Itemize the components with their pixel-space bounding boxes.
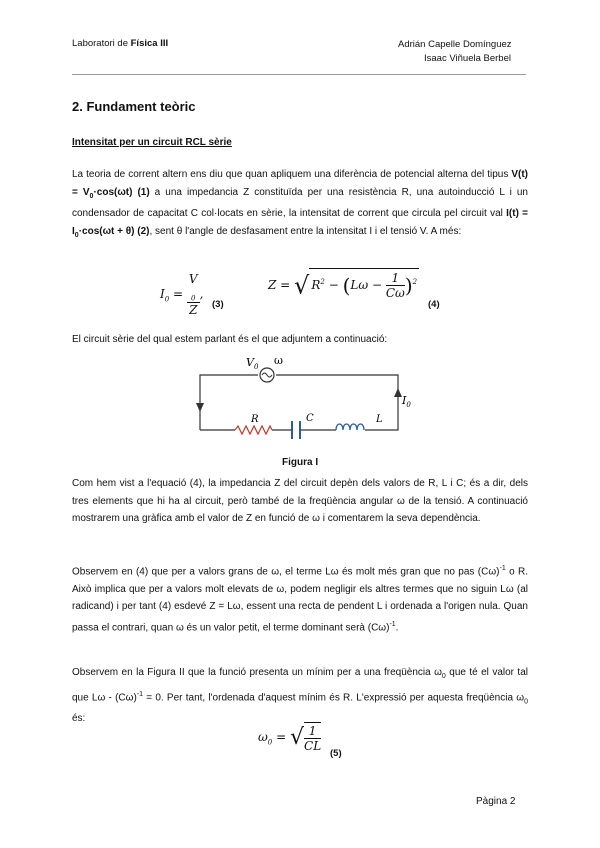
label-r: R xyxy=(251,414,259,425)
eq3-lhs: I xyxy=(160,287,165,302)
eq5-lhs: ω xyxy=(258,730,268,744)
formula-2-sub: 0 xyxy=(74,231,79,239)
para5-sub-1: 0 xyxy=(441,673,446,680)
para1-text-2: a una impedancia Z constituïda per una resistència R, una autoinducció L i un condensador de capacitat C col·locats en sèrie, la intensitat de corrent que circula pel circuit val xyxy=(72,186,528,219)
eq4-square: 2 xyxy=(412,278,418,286)
formula-1-a: V(t) = V xyxy=(72,169,528,198)
author-1: Adrián Capelle Domínguez xyxy=(398,39,512,50)
eq4-fraction xyxy=(386,271,405,300)
header-authors xyxy=(398,38,512,66)
eq3-fraction xyxy=(187,272,200,317)
eq4-frac-den: Cω xyxy=(385,286,405,300)
equation-3: $I_0$ = V $_0$ Z , xyxy=(160,272,204,318)
para5-text-1: Observem en la Figura II que la funció presenta un mínim per a una freqüència ω xyxy=(72,667,442,678)
eq4-label: (4) xyxy=(428,299,440,310)
header-course-prefix: Laboratori de xyxy=(72,38,131,49)
header-course xyxy=(72,38,168,49)
para4-text-1: Observem en (4) que per a valors grans de ω, el terme Lω és molt més gran que no pas (Cω) xyxy=(72,566,500,578)
eq5-label: (5) xyxy=(330,748,342,759)
formula-1-sub: 0 xyxy=(89,192,94,200)
formula-2-a: I(t) = I xyxy=(72,208,528,237)
eq3-num-sub: 0 xyxy=(191,294,196,303)
para4-text-3: . xyxy=(395,622,399,634)
label-l: L xyxy=(376,414,383,425)
capacitor-symbol xyxy=(292,421,300,439)
paragraph-3: Com hem vist a l'equació (4), la impedancia Z del circuit depèn dels valors de R, L i C; és a dir, dels tres elements que hi ha al circuit, però també de la freqüència angular ω de la tensió. A continuació mostrarem una gràfica amb el valor de Z en funció de ω i comentarem la seva dependència. xyxy=(72,478,528,524)
eq3-num: V xyxy=(188,272,198,286)
eq4-lhs: Z = xyxy=(268,278,291,292)
equation-4: Z = √ $R^2 - (L\omega$ − $\frac{1}{C\omega}$ )$^2$ xyxy=(268,268,419,300)
up-arrow-icon xyxy=(394,388,402,397)
author-2: Isaac Viñuela Berbel xyxy=(424,53,511,64)
circuit-diagram xyxy=(188,350,414,445)
label-omega: ω xyxy=(274,354,283,367)
paragraph-4 xyxy=(72,560,528,637)
para5-text-2: que té el valor tal que Lω - (Cω) xyxy=(72,667,528,703)
header-rule xyxy=(72,74,526,75)
para5-text-4: és: xyxy=(72,713,86,725)
eq5-equals: = xyxy=(276,730,287,744)
down-arrow-icon xyxy=(196,403,204,412)
paragraph-2: El circuit sèrie del qual estem parlant és el que adjuntem a continuació: xyxy=(72,334,388,345)
header-course-name: Física III xyxy=(130,38,169,49)
eq4-r-sup: 2 xyxy=(320,278,325,286)
para4-sup-2: -1 xyxy=(389,620,396,628)
para4-sup-1: -1 xyxy=(499,565,506,572)
eq5-fraction xyxy=(304,722,321,753)
section-title: 2. Fundament teòric xyxy=(72,99,196,114)
para1-text-3: , sent θ l'angle de desfasament entre la intensitat I i el tensió V. A més: xyxy=(149,225,462,237)
resistor-symbol xyxy=(235,426,272,434)
eq3-lhs-sub: 0 xyxy=(164,295,170,304)
eq5-num: 1 xyxy=(304,724,321,739)
label-i0: $I_0$ xyxy=(402,394,411,409)
para5-sup-1: -1 xyxy=(136,690,144,698)
figure-caption: Figura I xyxy=(282,457,319,468)
label-v0: $V_0$ xyxy=(246,356,259,371)
equation-5: $\omega_0$ = √ $\frac{1}{CL}$ xyxy=(258,724,322,753)
formula-2-b: ·cos(ωt + θ) (2) xyxy=(78,225,150,237)
page-number: Pàgina 2 xyxy=(476,796,516,807)
eq3-den: Z xyxy=(189,303,198,318)
eq5-lhs-sub: 0 xyxy=(267,738,273,747)
para5-text-3: = 0. Per tant, l'ordenada d'aquest mínim és R. L'expressió per aquesta freqüència ω xyxy=(143,691,525,703)
eq4-frac-num: 1 xyxy=(386,271,405,286)
label-c: C xyxy=(306,413,314,424)
eq5-den: CL xyxy=(304,739,322,753)
para1-text-1: La teoria de corrent altern ens diu que quan apliquem una diferència de potencial alterna del tipus xyxy=(72,169,512,180)
formula-1-b: ·cos(ωt) (1) xyxy=(93,186,150,198)
paragraph-1 xyxy=(72,166,528,244)
subtitle: Intensitat per un circuit RCL sèrie xyxy=(72,137,232,148)
eq4-lw: Lω − xyxy=(350,278,383,292)
para4-text-2: o R. Això implica que per a valors molt elevats de ω, podem negligir els altres termes que no siguin Lω (al radicand) i per tant (4) esdevé Z = Lω, essent una recta de pendent L i ordenada a l'origen nula. Quan passa el contrari, quan ω és un valor petit, el terme dominant serà (Cω) xyxy=(72,566,529,634)
eq4-r: R xyxy=(311,278,321,292)
para5-sub-2: 0 xyxy=(524,697,528,705)
inductor-symbol xyxy=(336,424,364,430)
paragraph-5 xyxy=(72,664,528,728)
eq3-label: (3) xyxy=(212,299,224,310)
eq4-minus: − xyxy=(328,278,339,292)
